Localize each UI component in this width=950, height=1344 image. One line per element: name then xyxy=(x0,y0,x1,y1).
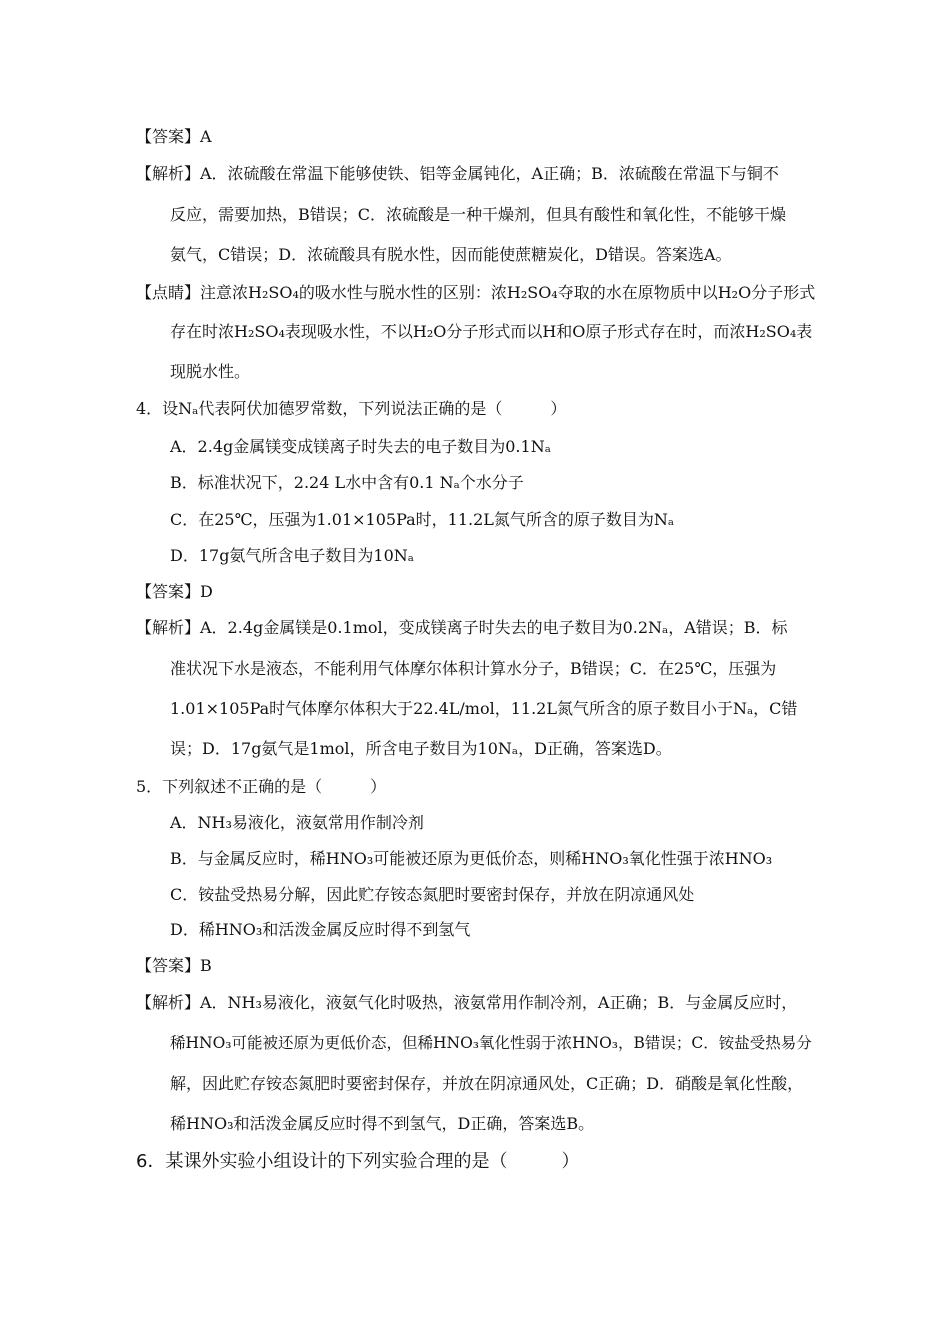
q5-analysis-line-3: 解，因此贮存铵态氮肥时要密封保存，并放在阴凉通风处，C正确；D．硝酸是氧化性酸， xyxy=(170,1074,804,1093)
q3-note-line-3: 现脱水性。 xyxy=(170,362,251,381)
q4-stem: 4．设Nₐ代表阿伏加德罗常数，下列说法正确的是（ ） xyxy=(136,399,567,418)
q6-stem: 6．某课外实验小组设计的下列实验合理的是（ ） xyxy=(136,1151,580,1172)
q5-option-b: B．与金属反应时，稀HNO₃可能被还原为更低价态，则稀HNO₃氧化性强于浓HNO₃ xyxy=(170,849,773,868)
q4-analysis-line-2: 准状况下水是液态，不能利用气体摩尔体积计算水分子，B错误；C．在25℃，压强为 xyxy=(170,659,777,678)
q5-stem: 5．下列叙述不正确的是（ ） xyxy=(136,777,387,796)
q3-note-line-2: 存在时浓H₂SO₄表现吸水性，不以H₂O分子形式而以H和O原子形式存在时，而浓H₂SO₄表 xyxy=(170,322,813,341)
q4-option-c: C．在25℃，压强为1.01×105Pa时，11.2L氮气所含的原子数目为Nₐ xyxy=(170,510,675,529)
q5-analysis-line-4: 稀HNO₃和活泼金属反应时得不到氢气，D正确，答案选B。 xyxy=(170,1114,595,1133)
q5-option-c: C．铵盐受热易分解，因此贮存铵态氮肥时要密封保存，并放在阴凉通风处 xyxy=(170,885,695,904)
q4-option-b: B．标准状况下，2.24 L水中含有0.1 Nₐ个水分子 xyxy=(170,473,524,492)
q3-note-line-1: 【点睛】注意浓H₂SO₄的吸水性与脱水性的区别：浓H₂SO₄夺取的水在原物质中以H₂O分子形式 xyxy=(136,283,816,302)
q4-option-d: D．17g氨气所含电子数目为10Nₐ xyxy=(170,546,414,565)
q5-option-a: A．NH₃易液化，液氨常用作制冷剂 xyxy=(170,813,424,832)
q5-analysis-line-1: 【解析】A．NH₃易液化，液氨气化时吸热，液氨常用作制冷剂，A正确；B．与金属反应时， xyxy=(136,993,798,1012)
q3-analysis-line-2: 反应，需要加热，B错误；C．浓硫酸是一种干燥剂，但具有酸性和氧化性，不能够干燥 xyxy=(170,205,787,224)
q4-analysis-line-1: 【解析】A．2.4g金属镁是0.1mol，变成镁离子时失去的电子数目为0.2Nₐ，A错误；B．标 xyxy=(136,618,788,637)
q5-option-d: D．稀HNO₃和活泼金属反应时得不到氢气 xyxy=(170,920,471,939)
q5-analysis-line-2: 稀HNO₃可能被还原为更低价态，但稀HNO₃氧化性弱于浓HNO₃，B错误；C．铵盐受热易分 xyxy=(170,1034,812,1052)
q4-answer-label: 【答案】D xyxy=(136,582,213,601)
q4-option-a: A．2.4g金属镁变成镁离子时失去的电子数目为0.1Nₐ xyxy=(170,437,551,456)
q3-analysis-line-3: 氨气，C错误；D．浓硫酸具有脱水性，因而能使蔗糖炭化，D错误。答案选A。 xyxy=(170,245,732,264)
q5-answer-label: 【答案】B xyxy=(136,956,212,975)
q4-analysis-line-3: 1.01×105Pa时气体摩尔体积大于22.4L/mol，11.2L氮气所含的原子数目小于Nₐ，C错 xyxy=(170,699,798,718)
q3-answer-label: 【答案】A xyxy=(136,127,212,146)
q4-analysis-line-4: 误；D．17g氨气是1mol，所含电子数目为10Nₐ，D正确，答案选D。 xyxy=(170,739,672,758)
q3-analysis-line-1: 【解析】A．浓硫酸在常温下能够使铁、铝等金属钝化，A正确；B．浓硫酸在常温下与铜不 xyxy=(136,164,779,183)
